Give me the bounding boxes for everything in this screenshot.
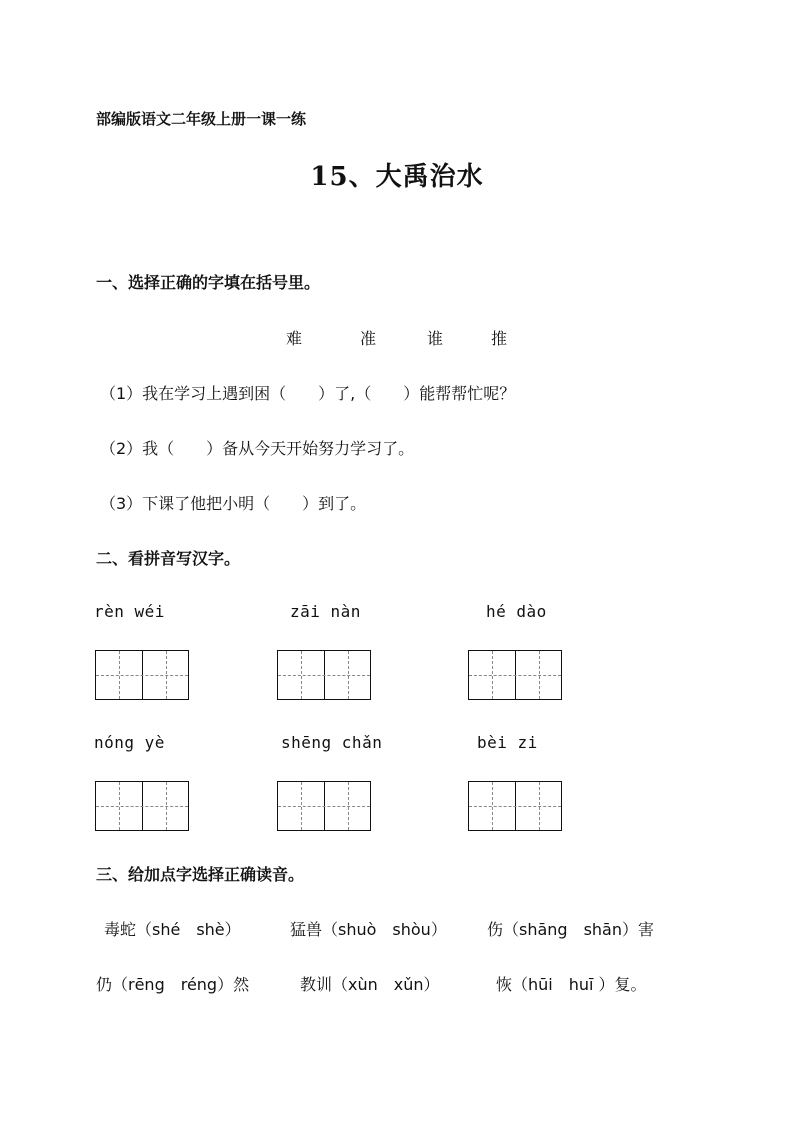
pinyin-label: shēng chǎn (281, 733, 383, 752)
question-2: （2）我（ ）备从今天开始努力学习了。 (100, 439, 415, 458)
pinyin-label: rèn wéi (94, 602, 165, 621)
pinyin-label: bèi zi (477, 733, 538, 752)
pinyin-label: zāi nàn (290, 602, 361, 621)
choice-character: 谁 (427, 329, 444, 348)
section-2-title: 二、看拼音写汉字。 (96, 549, 241, 568)
page-title: 15、大禹治水 (310, 162, 484, 192)
section-3-title: 三、给加点字选择正确读音。 (96, 865, 305, 884)
pinyin-label: hé dào (486, 602, 547, 621)
reading-item: 仍（rēng réng）然 (96, 975, 250, 994)
writing-grid[interactable] (95, 650, 189, 700)
reading-item: 教训（xùn xǔn） (300, 975, 440, 994)
writing-grid[interactable] (277, 781, 371, 831)
reading-item: 猛兽（shuò shòu） (290, 920, 447, 939)
writing-grid[interactable] (468, 781, 562, 831)
writing-grid[interactable] (95, 781, 189, 831)
section-1-title: 一、选择正确的字填在括号里。 (96, 273, 321, 292)
reading-item: 毒蛇（shé shè） (104, 920, 241, 939)
question-3: （3）下课了他把小明（ ）到了。 (100, 494, 367, 513)
pinyin-label: nóng yè (94, 733, 165, 752)
writing-grid[interactable] (468, 650, 562, 700)
choice-character: 准 (360, 329, 377, 348)
reading-item: 伤（shāng shān）害 (487, 920, 655, 939)
writing-grid[interactable] (277, 650, 371, 700)
worksheet-subtitle: 部编版语文二年级上册一课一练 (96, 110, 307, 128)
choice-character: 难 (286, 329, 303, 348)
reading-item: 恢（hūi huī ）复。 (496, 975, 647, 994)
choice-character: 推 (491, 329, 508, 348)
question-1: （1）我在学习上遇到困（ ）了,（ ）能帮帮忙呢？ (100, 384, 516, 403)
